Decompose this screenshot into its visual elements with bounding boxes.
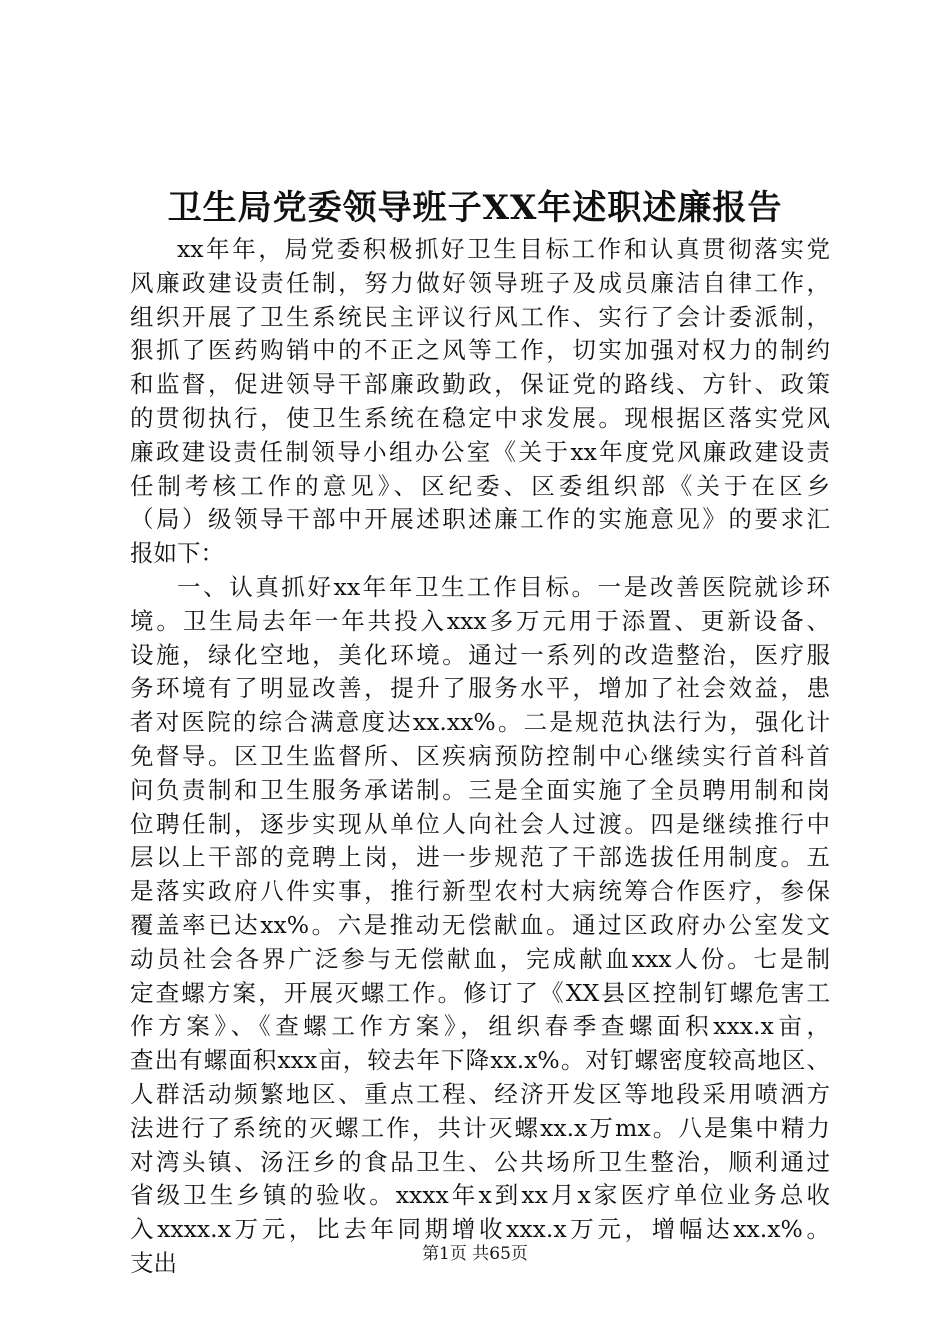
paragraph-line: 人群活动频繁地区、重点工程、经济开发区等地段采用喷洒方 [130,1079,830,1108]
document-title: 卫生局党委领导班子XX年述职述廉报告 [167,188,783,228]
paragraph-line: 入xxxx.x万元，比去年同期增收xxx.x万元，增幅达xx.x%。 [130,1215,830,1244]
paragraph-line: 查出有螺面积xxx亩，较去年下降xx.x%。对钉螺密度较高地区、 [130,1046,830,1075]
page-footer: 第1页 共65页 [422,1244,528,1264]
paragraph-line: 作方案》、《查螺工作方案》，组织春季查螺面积xxx.x亩， [130,1012,830,1041]
paragraph-line: 法进行了系统的灭螺工作，共计灭螺xx.x万mx。八是集中精力 [130,1113,830,1142]
paragraph-line: 境。卫生局去年一年共投入xxx多万元用于添置、更新设备、 [130,606,830,635]
paragraph-line: 和监督，促进领导干部廉政勤政，保证党的路线、方针、政策 [130,370,830,399]
paragraph-line: 设施，绿化空地，美化环境。通过一系列的改造整治，医疗服 [130,640,830,669]
paragraph-line: 报如下： [130,539,224,568]
paragraph-line: 支出 [130,1248,177,1277]
paragraph-line: 风廉政建设责任制，努力做好领导班子及成员廉洁自律工作， [130,268,830,297]
paragraph-line: 动员社会各界广泛参与无偿献血，完成献血xxx人份。七是制 [130,944,830,973]
paragraph-line: 对湾头镇、汤汪乡的食品卫生、公共场所卫生整治，顺利通过 [130,1147,830,1176]
paragraph-line: 组织开展了卫生系统民主评议行风工作、实行了会计委派制， [130,302,830,331]
paragraph-line: xx年年，局党委积极抓好卫生目标工作和认真贯彻落实党 [177,235,830,263]
paragraph-line: 者对医院的综合满意度达xx.xx%。二是规范执法行为，强化计 [130,708,830,737]
paragraph-line: 务环境有了明显改善，提升了服务水平，增加了社会效益，患 [130,674,830,703]
paragraph-line: 省级卫生乡镇的验收。xxxx年x到xx月x家医疗单位业务总收 [130,1181,830,1210]
paragraph-line: 狠抓了医药购销中的不正之风等工作，切实加强对权力的制约 [130,336,830,365]
paragraph-line: 问负责制和卫生服务承诺制。三是全面实施了全员聘用制和岗 [130,775,830,804]
paragraph-line: （局）级领导干部中开展述职述廉工作的实施意见》的要求汇 [130,505,830,534]
paragraph-line: 位聘任制，逐步实现从单位人向社会人过渡。四是继续推行中 [130,809,830,838]
paragraph-line: 的贯彻执行，使卫生系统在稳定中求发展。现根据区落实党风 [130,403,830,432]
paragraph-line: 是落实政府八件实事，推行新型农村大病统筹合作医疗，参保 [130,877,830,906]
paragraph-line: 覆盖率已达xx%。六是推动无偿献血。通过区政府办公室发文 [130,910,830,939]
paragraph-line: 免督导。区卫生监督所、区疾病预防控制中心继续实行首科首 [130,741,830,770]
paragraph-line: 任制考核工作的意见》、区纪委、区委组织部《关于在区乡 [130,471,830,500]
paragraph-line: 一、认真抓好xx年年卫生工作目标。一是改善医院就诊环 [177,572,830,601]
paragraph-line: 层以上干部的竞聘上岗，进一步规范了干部选拔任用制度。五 [130,843,830,872]
paragraph-line: 廉政建设责任制领导小组办公室《关于xx年度党风廉政建设责 [130,437,830,466]
paragraph-line: 定查螺方案，开展灭螺工作。修订了《XX县区控制钉螺危害工 [130,978,830,1007]
document-body [130,233,830,1281]
